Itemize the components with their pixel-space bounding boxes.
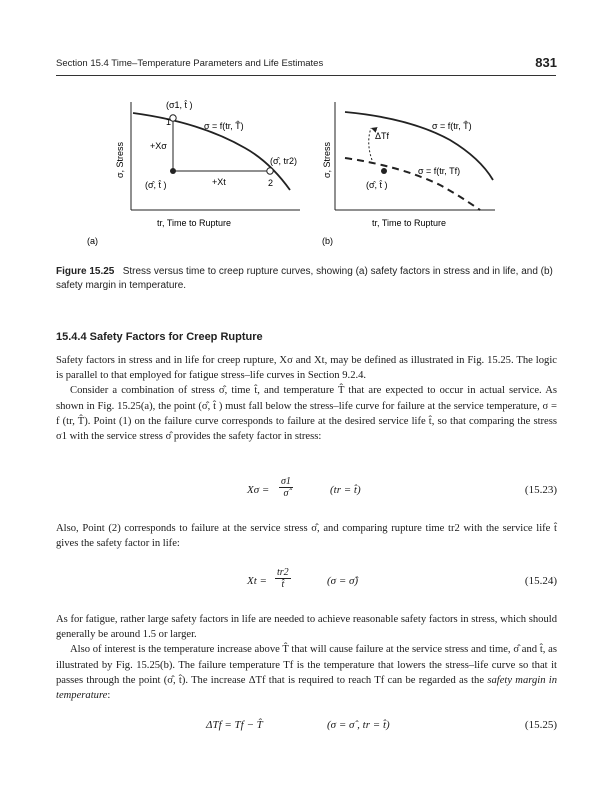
eq24-condition: (σ = σ̂) bbox=[327, 575, 359, 587]
delta-t-arrow bbox=[369, 128, 372, 160]
point-2-marker bbox=[267, 168, 273, 174]
panel-a-service-label: (σ̂, t̂ ) bbox=[145, 180, 167, 190]
section-heading: 15.4.4 Safety Factors for Creep Rupture bbox=[56, 331, 263, 343]
panel-a-x-label: tr, Time to Rupture bbox=[157, 218, 232, 228]
point-2-number: 2 bbox=[268, 178, 274, 188]
caption-label: Figure 15.25 bbox=[56, 266, 115, 277]
page-number: 831 bbox=[535, 55, 557, 70]
panel-b bbox=[322, 102, 495, 246]
eq23-numerator: σ1 bbox=[281, 476, 291, 487]
panel-b-service-label: (σ̂, t̂ ) bbox=[366, 180, 388, 190]
paragraph-3: Also, Point (2) corresponds to failure at the service stress σ̂, and comparing rupture time tr2 with the service life t̂ gives the safety factor in life: bbox=[56, 523, 557, 550]
service-point-marker bbox=[170, 168, 176, 174]
eq24-lhs: Xt = bbox=[247, 575, 267, 587]
panel-b-lower-label: σ = f(tr, Tf) bbox=[418, 166, 461, 176]
paragraph-2: Consider a combination of stress σ̂, time t̂, and temperature T̂ that are expected to occur in actual service. As shown in Fig. 15.25(a), the point (σ̂, t̂ ) must fall below the stress–life curve for failure at the service temperature, σ = f (tr, T̂). Point (1) on the failure curve corresponds to failure at the desired service life t̂, so that comparing the stress σ1 with the service stress σ̂ provides the safety factor in stress: bbox=[56, 385, 557, 443]
body-block-3 bbox=[56, 612, 557, 703]
figure-caption bbox=[56, 265, 556, 293]
point-1-number: 1 bbox=[166, 117, 172, 127]
eq23-lhs: Xσ = bbox=[247, 484, 270, 496]
equation-15-23 bbox=[0, 476, 613, 506]
panel-b-service-point bbox=[381, 168, 387, 174]
panel-b-upper-label: σ = f(tr, T̂) bbox=[432, 121, 472, 131]
x-t-label: +Xt bbox=[212, 177, 226, 187]
equation-15-25 bbox=[0, 719, 613, 739]
eq25-number: (15.25) bbox=[524, 719, 557, 731]
eq24-fraction bbox=[275, 567, 291, 590]
figure-15-25 bbox=[0, 80, 613, 260]
eq23-denominator: σ̂ bbox=[283, 488, 289, 499]
eq23-number: (15.23) bbox=[524, 484, 557, 496]
eq23-condition: (tr = t̂) bbox=[330, 484, 361, 496]
caption-text: Stress versus time to creep rupture curves, showing (a) safety factors in stress and in life, and (b) safety margin in temperature. bbox=[56, 266, 553, 291]
body-block-1 bbox=[56, 353, 557, 444]
paragraph-4: As for fatigue, rather large safety factors in life are needed to achieve reasonable safety factors in stress, which should generally be around 1.5 or larger. bbox=[56, 614, 557, 641]
eq23-fraction bbox=[279, 476, 293, 499]
delta-t-label: ΔTf bbox=[375, 131, 390, 141]
body-block-2 bbox=[56, 521, 557, 551]
header-rule bbox=[56, 75, 556, 76]
eq25-lhs: ΔTf = Tf − T̂ bbox=[206, 719, 263, 731]
panel-a bbox=[87, 100, 300, 246]
eq24-numerator: tr2 bbox=[277, 567, 289, 578]
running-header: Section 15.4 Time–Temperature Parameters and Life Estimates bbox=[56, 58, 324, 69]
eq24-denominator: t̂ bbox=[281, 579, 285, 590]
panel-b-y-label: σ, Stress bbox=[322, 141, 332, 179]
safety-margin-term: safety margin in temperature bbox=[56, 674, 557, 702]
panel-a-tag: (a) bbox=[87, 236, 98, 246]
panel-b-x-label: tr, Time to Rupture bbox=[372, 218, 447, 228]
panel-a-y-label: σ, Stress bbox=[115, 141, 125, 179]
equation-15-24 bbox=[0, 567, 613, 597]
eq25-condition: (σ = σ̂ , tr = t̂) bbox=[327, 719, 390, 731]
eq24-number: (15.24) bbox=[524, 575, 557, 587]
panel-a-curve-label: σ = f(tr, T̂) bbox=[204, 121, 244, 131]
panel-b-tag: (b) bbox=[322, 236, 333, 246]
paragraph-5: Also of interest is the temperature increase above T̂ that will cause failure at the service stress and time, σ̂ and t̂, as illustrated by Fig. 15.25(b). The failure temperature Tf is the temperature that lowers the stress–life curve so that it passes through the point (σ̂, t̂). The increase ΔTf that is required to reach Tf can be regarded as the safety margin in temperature: bbox=[56, 644, 557, 702]
x-sigma-label: +Xσ bbox=[150, 141, 167, 151]
point-1-label: (σ1, t̂ ) bbox=[166, 100, 193, 110]
paragraph-1: Safety factors in stress and in life for creep rupture, Xσ and Xt, may be defined as illustrated in Fig. 15.25. The logic is parallel to that employed for fatigue stress–life curves in Section 9.2.4. bbox=[56, 355, 557, 382]
point-2-label: (σ̂, tr2) bbox=[270, 156, 298, 166]
